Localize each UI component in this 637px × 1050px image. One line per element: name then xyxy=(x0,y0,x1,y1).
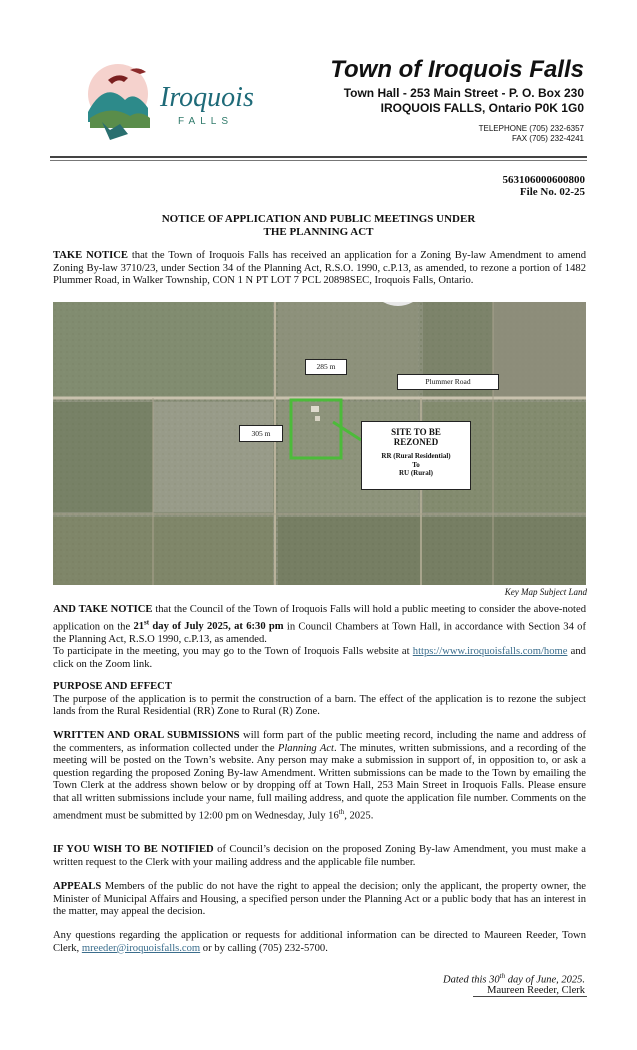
clerk-name: Maureen Reeder, Clerk xyxy=(487,985,585,996)
site-title-line-1: SITE TO BE xyxy=(391,427,441,437)
purpose-heading: PURPOSE AND EFFECT xyxy=(53,681,172,692)
town-logo xyxy=(80,60,280,145)
svg-text:Iroquois: Iroquois xyxy=(160,82,254,113)
fax: FAX (705) 232-4241 xyxy=(511,134,584,143)
submissions-paragraph xyxy=(53,730,586,823)
participate-text: To participate in the meeting, you may go to the Town of Iroquois Falls website at xyxy=(53,646,410,658)
label-plummer-road: Plummer Road xyxy=(397,374,499,390)
questions-body-1: Any questions regarding the application or requests for additional information can be directed to Maureen Reeder, Town Clerk, xyxy=(53,930,586,954)
questions-body-2: or by calling (705) 232-5700. xyxy=(200,942,328,954)
meeting-day-suffix: st xyxy=(144,618,150,627)
site-to-be-rezoned-box xyxy=(361,421,471,490)
appeals-paragraph xyxy=(53,881,586,919)
notified-lead: IF YOU WISH TO BE NOTIFIED xyxy=(53,844,214,855)
submissions-body-2: . The minutes, written submissions, and a recording of the meeting will be posted on the Town’s website. Any person may make a submission in support of, in opposition to, or ask a question regarding the proposed Zoning By-law Amendment. Written submissions can be made to the Town by emailing the Town Clerk at the address shown below or by dropping off at Town Hall, 253 Main Street in Iroquois Falls. Please ensure that all written submissions include your name, full mailing address, and quote the application file number. Comments on the amendment must be submitted by 12:00 pm on Wednesday, July 16 xyxy=(53,742,586,822)
file-number: File No. 02-25 xyxy=(519,186,585,198)
map-caption: Key Map Subject Land xyxy=(504,587,587,597)
site-to-word: To xyxy=(412,460,420,469)
dated-line xyxy=(443,972,585,986)
planning-act-italic: Planning Act xyxy=(277,742,334,754)
and-take-notice-body-2: in Council Chambers at Town Hall, in accordance with Section 34 of the Planning Act, R.S.O 1990, c.P.13, as amended. xyxy=(53,621,586,645)
notified-paragraph xyxy=(53,844,586,869)
aerial-map-image xyxy=(53,302,586,585)
dated-a: Dated this 30 xyxy=(443,974,500,986)
header-divider xyxy=(50,156,587,158)
address-line-2: IROQUOIS FALLS, Ontario P0K 1G0 xyxy=(380,101,584,115)
telephone: TELEPHONE (705) 232-6357 xyxy=(478,124,584,133)
clerk-email-link[interactable]: mreeder@iroquoisfalls.com xyxy=(81,942,201,954)
meeting-date-time: day of July 2025, at 6:30 pm xyxy=(149,621,284,633)
appeals-lead: APPEALS xyxy=(53,881,102,892)
take-notice-paragraph xyxy=(53,250,586,288)
town-title: Town of Iroquois Falls xyxy=(330,56,584,83)
purpose-paragraph xyxy=(53,681,586,719)
dated-b: day of June, 2025. xyxy=(505,974,585,986)
and-take-notice-lead: AND TAKE NOTICE xyxy=(53,604,153,615)
label-305m: 305 m xyxy=(239,425,283,442)
appeals-body: Members of the public do not have the right to appeal the decision; only the applicant, the property owner, the Minister of Municipal Affairs and Housing, a specified person under the Planning Act or a public body that has an interest in the matter, may appeal the decision. xyxy=(53,881,586,918)
and-take-notice-paragraph xyxy=(53,604,586,672)
svg-text:FALLS: FALLS xyxy=(178,116,234,127)
key-map xyxy=(53,302,586,585)
site-from-zone: RR (Rural Residential) xyxy=(381,452,451,460)
dated-suffix: th xyxy=(499,972,506,980)
header-divider-thin xyxy=(50,160,587,161)
notice-title-line-1: NOTICE OF APPLICATION AND PUBLIC MEETINGS UNDER xyxy=(161,213,476,225)
submissions-lead: WRITTEN AND ORAL SUBMISSIONS xyxy=(53,730,240,741)
site-title-line-2: REZONED xyxy=(393,437,439,447)
roll-number: 563106000600800 xyxy=(502,174,585,186)
site-to-zone: RU (Rural) xyxy=(398,469,434,477)
notice-title-line-2: THE PLANNING ACT xyxy=(263,226,374,238)
take-notice-lead: TAKE NOTICE xyxy=(53,250,128,261)
deadline-suffix: th xyxy=(338,807,345,816)
questions-paragraph xyxy=(53,930,586,955)
purpose-body: The purpose of the application is to permit the construction of a barn. The effect of the application is to rezone the subject lands from the Rural Residential (RR) Zone to Rural (R) Zone. xyxy=(53,693,586,718)
take-notice-body: that the Town of Iroquois Falls has received an application for a Zoning By-law Amendment to amend Zoning By-law 3710/23, under Section 34 of the Planning Act, R.S.O. 1990, c.P.13, as amended, to rezone a portion of 1482 Plummer Road, in Walker Township, CON 1 N PT LOT 7 PCL 20898SEC, Iroquois Falls, Ontario. xyxy=(53,250,586,287)
submissions-body-1: will form part of the public meeting record, including the name and address of the commenters, as information collected under the xyxy=(53,730,587,754)
website-link[interactable]: https://www.iroquoisfalls.com/home xyxy=(412,646,568,658)
and-take-notice-body-1: that the Council of the Town of Iroquois Falls will hold a public meeting to consider the above-noted application on the xyxy=(53,604,586,633)
logo-graphic xyxy=(80,60,280,145)
signature-underline xyxy=(473,996,587,997)
notified-body: of Council’s decision on the proposed Zoning By-law Amendment, you must make a written request to the Clerk with your mailing address and the applicable file number. xyxy=(53,844,586,868)
submissions-body-3: , 2025. xyxy=(344,810,374,822)
address-line-1: Town Hall - 253 Main Street - P. O. Box 230 xyxy=(343,86,584,100)
meeting-day: 21 xyxy=(133,621,145,633)
participate-end: and click on the Zoom link. xyxy=(53,646,586,670)
label-285m: 285 m xyxy=(305,359,347,375)
